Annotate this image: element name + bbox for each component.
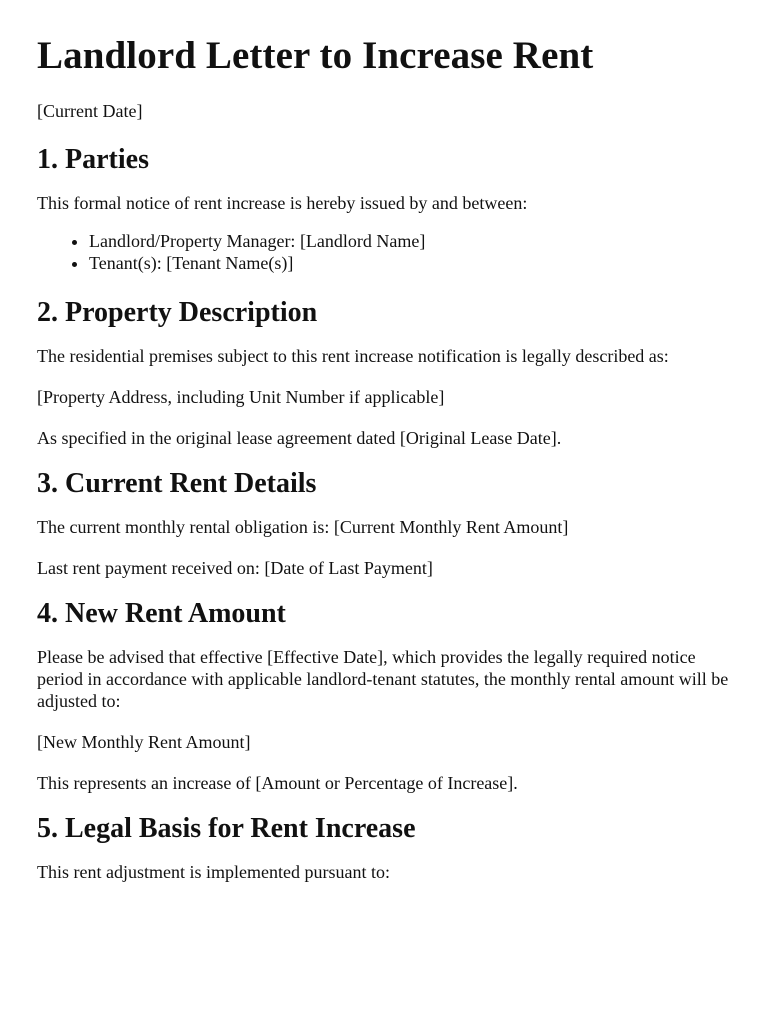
section-heading: 3. Current Rent Details (37, 468, 317, 499)
section-paragraph: Please be advised that effective [Effective Date], which provides the legally required notice period in accordance with applicable landlord-tenant statutes, the monthly rental amount will be adjusted to: (37, 647, 729, 711)
section-heading: 2. Property Description (37, 297, 318, 328)
section-paragraph: Last rent payment received on: [Date of Last Payment] (37, 558, 433, 578)
section-paragraph: This represents an increase of [Amount or Percentage of Increase]. (37, 773, 518, 793)
parties-list (37, 230, 736, 274)
section-new-rent-amount (37, 598, 736, 794)
section-heading: 5. Legal Basis for Rent Increase (37, 813, 416, 844)
section-paragraph: This formal notice of rent increase is hereby issued by and between: (37, 193, 528, 213)
section-heading: 4. New Rent Amount (37, 598, 286, 629)
current-date: [Current Date] (37, 101, 143, 121)
document-title: Landlord Letter to Increase Rent (37, 34, 594, 77)
section-property-description (37, 297, 736, 449)
section-current-rent-details (37, 468, 736, 579)
section-paragraph: [Property Address, including Unit Number if applicable] (37, 387, 445, 407)
section-paragraph: The residential premises subject to this rent increase notification is legally described as: (37, 346, 669, 366)
section-parties (37, 144, 736, 274)
section-paragraph: This rent adjustment is implemented pursuant to: (37, 862, 390, 882)
section-paragraph: The current monthly rental obligation is: [Current Monthly Rent Amount] (37, 517, 569, 537)
section-paragraph: [New Monthly Rent Amount] (37, 732, 251, 752)
section-paragraph: As specified in the original lease agreement dated [Original Lease Date]. (37, 428, 562, 448)
list-item: • Tenant(s): [Tenant Name(s)] (89, 252, 736, 274)
section-heading: 1. Parties (37, 144, 149, 175)
list-item: • Landlord/Property Manager: [Landlord Name] (89, 230, 736, 252)
section-legal-basis (37, 813, 736, 883)
